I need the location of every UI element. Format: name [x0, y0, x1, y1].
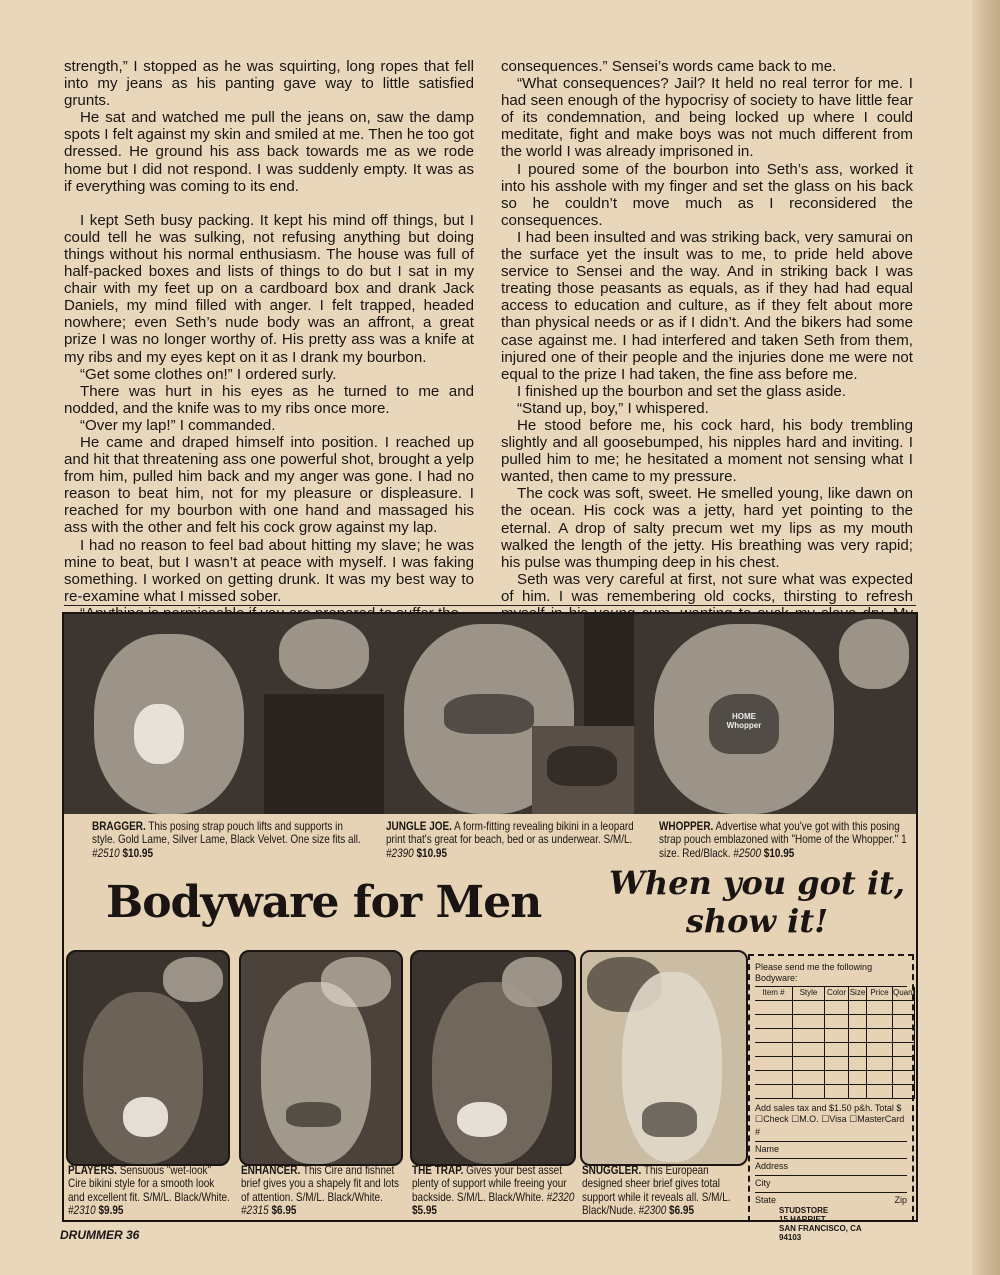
order-table-cell[interactable] — [755, 1029, 793, 1043]
order-table-cell[interactable] — [755, 1085, 793, 1099]
order-table-cell[interactable] — [755, 1015, 793, 1029]
order-table-cell[interactable] — [867, 1057, 893, 1071]
paragraph: He stood before me, his cock hard, his body trembling slightly and all goosebumped, his nipples hard and inviting. I pulled him to me; he hesitated a moment not sensing what I wanted, then came to my pressure. — [501, 416, 913, 486]
paragraph: I kept Seth busy packing. It kept his mind off things, but I could tell he was sulking, not refusing anything but doing things without his normal enthusiasm. The house was full of half-packed boxes and lists of things to do but I sat in my chair with my feet up on a cardboard box and drank Jack Daniels, my mind filled with anger. I felt trapped, headed nowhere; even Seth’s nude body was an affront, a great prize I was no longer worthy of. His pretty ass was a knife at my ribs and my eyes kept on it as I drank my bourbon. — [64, 211, 474, 366]
players-photo — [66, 950, 230, 1166]
column-divider-rule — [64, 605, 916, 606]
bragger-back-photo — [264, 614, 384, 694]
whopper-pouch-print: HOME Whopper — [726, 712, 762, 730]
paragraph: strength,” I stopped as he was squirting, long ropes that fell into my jeans as his panting gave way to little satisfied grunts. — [64, 58, 474, 110]
state-zip-field[interactable]: State Zip — [755, 1195, 907, 1205]
paragraph: I had been insulted and was striking back, very samurai on the surface yet the insult was to me, to pride held above service to Sensei and the way. And in striking back I was treating those peasants as equals, as if they had had equal access to education and culture, as if they felt about more than physical needs or as if I didn’t. And the bikers had some case against me. I had interfered and taken Seth from them, injured one of their people and the injuries done me were not equal to the prize I had taken, the fine ass before me. — [501, 228, 913, 383]
order-table-cell[interactable] — [793, 1029, 825, 1043]
order-table-cell[interactable] — [849, 1001, 867, 1015]
order-form-intro: Please send me the following Bodyware: — [755, 962, 873, 983]
article-left-column — [64, 58, 474, 622]
order-table-cell[interactable] — [849, 1043, 867, 1057]
players-caption: PLAYERS. Sensuous "wet-look" Cire bikini style for a smooth look and excellent fit. S/M/L. Black/White. #2310 $9.95 — [68, 1164, 230, 1218]
order-table-cell[interactable] — [867, 1043, 893, 1057]
paragraph: “Over my lap!” I commanded. — [80, 416, 276, 434]
order-table-cell[interactable] — [849, 1071, 867, 1085]
address-field[interactable]: Address — [755, 1161, 907, 1176]
order-table-cell[interactable] — [893, 1071, 915, 1085]
order-column-header: Size — [849, 987, 867, 1001]
order-column-header: Style — [793, 987, 825, 1001]
paragraph: “What consequences? Jail? It held no real terror for me. I had seen enough of the hypocrisy of society to have little fear of its condemnation, and being locked up where I could meditate, fight and make boys was not much different from the world I was already imprisoned in. — [501, 75, 913, 161]
order-table-cell[interactable] — [755, 1057, 793, 1071]
bragger-caption: BRAGGER. This posing strap pouch lifts and supports in style. Gold Lame, Silver Lame, Black Velvet. One size fits all. #2510 $10.95 — [92, 820, 361, 860]
order-table-cell[interactable] — [793, 1085, 825, 1099]
order-table-cell[interactable] — [867, 1085, 893, 1099]
order-table-cell[interactable] — [867, 1001, 893, 1015]
order-table-cell[interactable] — [893, 1057, 915, 1071]
order-form-tax-line: Add sales tax and $1.50 p&h. Total $ — [755, 1103, 902, 1113]
order-table-cell[interactable] — [849, 1085, 867, 1099]
order-form-payment-options: ☐Check ☐M.O. ☐Visa ☐MasterCard — [755, 1114, 905, 1124]
paragraph: There was hurt in his eyes as he turned to me and nodded, and the knife was to my ribs once more. — [64, 382, 474, 417]
checkbox-mastercard[interactable]: ☐ — [849, 1114, 858, 1124]
paragraph: “Stand up, boy,” I whispered. — [517, 399, 709, 417]
order-table-cell[interactable] — [825, 1043, 849, 1057]
whopper-caption: WHOPPER. Advertise what you've got with this posing strap pouch emblazoned with "Home of the Whopper." 1 size. Red/Black. #2500 $10.95 — [659, 820, 907, 860]
whopper-photo — [634, 614, 916, 814]
order-table-cell[interactable] — [825, 1015, 849, 1029]
card-number-field[interactable]: # — [755, 1127, 907, 1142]
order-form-table — [755, 986, 915, 1099]
order-table-cell[interactable] — [867, 1029, 893, 1043]
order-table-cell[interactable] — [867, 1071, 893, 1085]
order-table-cell[interactable] — [825, 1057, 849, 1071]
order-table-cell[interactable] — [793, 1071, 825, 1085]
article-right-column — [501, 58, 913, 639]
page-footer: DRUMMER 36 — [60, 1228, 140, 1242]
order-column-header: Quant — [893, 987, 915, 1001]
checkbox-money-order[interactable]: ☐ — [791, 1114, 800, 1124]
jungle-joe-caption: JUNGLE JOE. A form-fitting revealing bikini in a leopard print that's great for beach, bed or as underwear. S/M/L. #2390 $10.95 — [386, 820, 634, 860]
order-table-cell[interactable] — [825, 1071, 849, 1085]
mailing-address: STUDSTORE 15 HARRIET SAN FRANCISCO, CA 94103 — [779, 1206, 862, 1242]
bragger-photo — [64, 614, 264, 814]
order-table-cell[interactable] — [755, 1043, 793, 1057]
order-table-cell[interactable] — [893, 1015, 915, 1029]
name-field[interactable]: Name — [755, 1144, 907, 1159]
ad-headline: Bodyware for Men — [106, 877, 542, 928]
ad-slogan: When you got it, show it! — [608, 864, 906, 940]
order-table-cell[interactable] — [755, 1001, 793, 1015]
order-table-cell[interactable] — [825, 1001, 849, 1015]
paragraph: I had no reason to feel bad about hitting my slave; he was mine to beat, but I wasn’t at peace with myself. I was faking something. I worked on getting drunk. It was my best way to re-examine what I missed sober. — [64, 536, 474, 605]
paragraph: Seth was very careful at first, not sure what was expected of him. I was remembering old cocks, thirsting to refresh — [501, 570, 913, 605]
jungle-joe-back-photo — [532, 726, 634, 814]
order-column-header: Color — [825, 987, 849, 1001]
paragraph: consequences.” Sensei’s words came back to me. — [501, 58, 837, 75]
order-column-header: Price — [867, 987, 893, 1001]
order-table-cell[interactable] — [893, 1001, 915, 1015]
order-table-cell[interactable] — [793, 1015, 825, 1029]
paragraph: I finished up the bourbon and set the glass aside. — [517, 382, 846, 400]
enhancer-caption: ENHANCER. This Cire and fishnet brief gives you a shapely fit and lots of attention. S/M/L. Black/White. #2315 $6.95 — [241, 1164, 399, 1218]
page-spine-shadow — [972, 0, 1000, 1275]
order-table-cell[interactable] — [793, 1057, 825, 1071]
the-trap-caption: THE TRAP. Gives your best asset plenty of support while freeing your backside. S/M/L. Black/White. #2320 $5.95 — [412, 1164, 575, 1218]
paragraph: He sat and watched me pull the jeans on, saw the damp spots I felt against my skin and smiled at me. Then he too got dressed. He ground his ass back towards me as we rode home but I did not respond. I was suddenly empty. It was as if everything was coming to its end. — [64, 109, 474, 195]
order-table-cell[interactable] — [893, 1085, 915, 1099]
order-table-cell[interactable] — [825, 1085, 849, 1099]
enhancer-photo — [239, 950, 403, 1166]
order-table-cell[interactable] — [849, 1029, 867, 1043]
paragraph: I poured some of the bourbon into Seth’s ass, worked it into his asshole with my finger and set the glass on his back so he couldn’t move much as I reconsidered the consequences. — [501, 160, 913, 229]
order-table-cell[interactable] — [825, 1029, 849, 1043]
top-photo-strip — [64, 614, 916, 814]
order-table-cell[interactable] — [849, 1015, 867, 1029]
snuggler-photo — [580, 950, 748, 1166]
paragraph: The cock was soft, sweet. He smelled young, like dawn on the ocean. His cock was a jetty, hard yet pointing to the eternal. A drop of salty precum wet my lips as my mouth walked the length of the jetty. His breathing was very rapid; his pulse was thumping deep in his chest. — [501, 485, 913, 571]
paragraph: “Get some clothes on!” I ordered surly. — [80, 365, 337, 383]
snuggler-caption: SNUGGLER. This European designed sheer brief gives total support while it reveals all. S/M/L. Black/Nude. #2300 $6.95 — [582, 1164, 731, 1218]
order-table-cell[interactable] — [793, 1043, 825, 1057]
paragraph: He came and draped himself into position. I reached up and hit that threatening ass one powerful shot, brought a yelp from him, pulled him back and my anger was gone. I had no reason to beat him, not for my pleasure or displeasure. I reached for my bourbon with one hand and massaged his ass with the other and felt his cock grow against my lap. — [64, 433, 474, 537]
order-table-cell[interactable] — [793, 1001, 825, 1015]
order-column-header: Item # — [755, 987, 793, 1001]
order-table-cell[interactable] — [867, 1015, 893, 1029]
order-table-cell[interactable] — [755, 1071, 793, 1085]
order-form — [748, 954, 915, 1242]
order-table-cell[interactable] — [893, 1029, 915, 1043]
the-trap-photo — [410, 950, 576, 1166]
order-table-cell[interactable] — [849, 1057, 867, 1071]
order-table-cell[interactable] — [893, 1043, 915, 1057]
checkbox-visa[interactable]: ☐ — [821, 1114, 830, 1124]
checkbox-check[interactable]: ☐ — [755, 1114, 764, 1124]
city-field[interactable]: City — [755, 1178, 907, 1193]
